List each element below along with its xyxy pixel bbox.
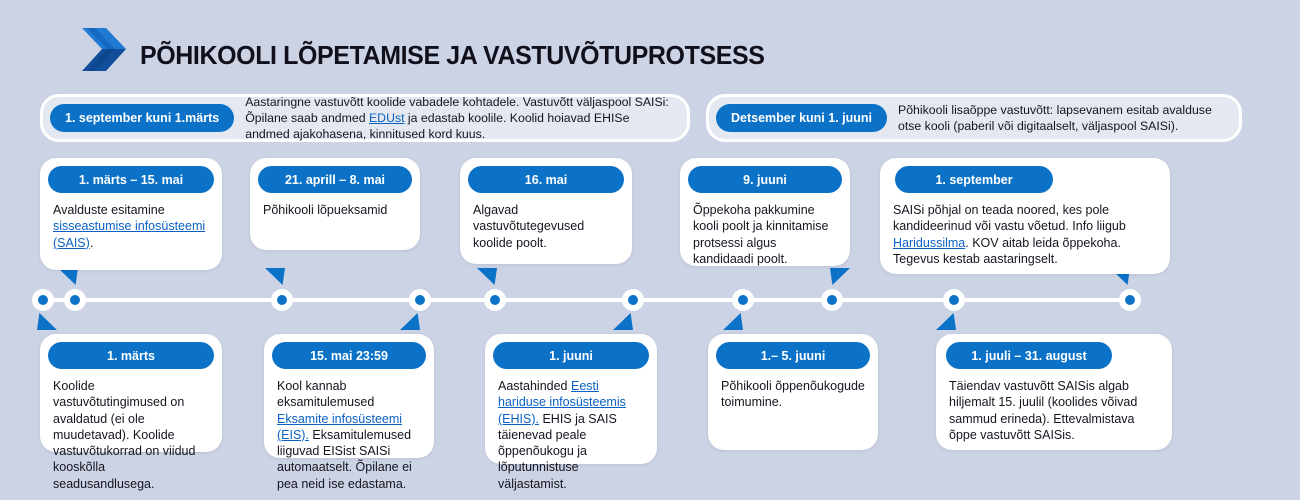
timeline-dot-5 [484, 289, 506, 311]
date-pill: 9. juuni [688, 166, 842, 193]
connector-triangle-down-1 [58, 268, 78, 285]
date-pill: 1. juuli – 31. august [946, 342, 1112, 369]
text-segment: Aastahinded [498, 379, 571, 393]
date-pill: 21. aprill – 8. mai [258, 166, 412, 193]
inline-link[interactable]: EDUst [368, 110, 405, 125]
double-chevron-arrow-icon [78, 26, 128, 73]
date-pill: 1.– 5. juuni [716, 342, 870, 369]
date-pill: 16. mai [468, 166, 624, 193]
text-segment: EHIS ja SAIS täienevad peale õppenõukogu ja lõputunnistuse väljastamist. [498, 411, 617, 491]
date-pill: 15. mai 23:59 [272, 342, 426, 369]
inline-link[interactable]: Eksamite infosüsteemi (EIS). [277, 411, 403, 442]
timeline-dot-10 [1119, 289, 1141, 311]
text-segment: Õppekoha pakkumine kooli poolt ja kinnitamise protsessi algus kandidaadi poolt. [693, 203, 829, 266]
text-segment: Kool kannab eksamitulemused [277, 379, 375, 410]
timeline-dot-8 [821, 289, 843, 311]
connector-triangle-up-3 [613, 313, 633, 330]
timeline-dot-core [38, 295, 48, 305]
text-segment: Põhikooli lisaõppe vastuvõtt: lapsevanem esitab avalduse otse kooli (paberil või digitaalselt, väljaspool SAISi). [898, 102, 1212, 133]
connector-triangle-up-1 [37, 313, 57, 330]
card-text [721, 378, 865, 411]
card-text [53, 202, 209, 251]
timeline-dot-core [738, 295, 748, 305]
bottom-card-4 [708, 334, 878, 450]
timeline-dot-core [628, 295, 638, 305]
timeline-dot-6 [622, 289, 644, 311]
text-segment: Koolide vastuvõtutingimused on avaldatud (ei ole muudetavad). Koolide vastuvõtukorrad on viidud kooskõlla seadusandlusega. [53, 379, 196, 491]
date-pill: 1. märts – 15. mai [48, 166, 214, 193]
card-text [473, 202, 619, 251]
top-card-3 [460, 158, 632, 264]
top-card-4 [680, 158, 850, 266]
timeline-dot-core [277, 295, 287, 305]
timeline-dot-core [70, 295, 80, 305]
top-card-2 [250, 158, 420, 250]
timeline-line [43, 298, 1132, 302]
page-title: PÕHIKOOLI LÕPETAMISE JA VASTUVÕTUPROTSESS [140, 40, 765, 70]
text-segment: . [89, 235, 94, 250]
date-pill: 1. juuni [493, 342, 649, 369]
date-pill: 1. märts [48, 342, 214, 369]
card-text [263, 202, 407, 218]
text-segment: ja edastab koolile. Koolid hoiavad EHISe andmed ajakohasena, kinnitused kord kuus. [245, 110, 630, 142]
timeline-dot-9 [943, 289, 965, 311]
text-segment: . KOV aitab leida õppekoha. Tegevus kestab aastaringselt. [893, 235, 1121, 266]
text-segment: Täiendav vastuvõtt SAISis algab hiljemalt 15. juulil (koolides võivad sammud erineda). Ettevalmistava õppe vastuvõtt SAISis. [949, 379, 1138, 442]
text-segment: Avalduste esitamine [53, 203, 165, 217]
card-text [277, 378, 421, 492]
connector-triangle-down-4 [830, 268, 850, 285]
text-segment: Põhikooli õppenõukogude toimumine. [721, 379, 865, 410]
timeline-dot-core [415, 295, 425, 305]
inline-link[interactable]: sisseastumise infosüsteemi (SAIS) [53, 219, 206, 250]
inline-link[interactable]: Haridussilma [893, 235, 966, 250]
card-text [893, 202, 1157, 267]
timeline-dot-core [827, 295, 837, 305]
banner-year-round-admission [40, 94, 690, 142]
timeline-dot-core [949, 295, 959, 305]
top-card-1 [40, 158, 222, 270]
card-text [53, 378, 209, 492]
timeline-dot-2 [64, 289, 86, 311]
top-card-5 [880, 158, 1170, 274]
inline-link[interactable]: Eesti hariduse infosüsteemis (EHIS). [498, 379, 626, 426]
timeline-dot-1 [32, 289, 54, 311]
banner-text [245, 94, 675, 143]
text-segment: Aastaringne vastuvõtt koolide vabadele kohtadele. Vastuvõtt väljaspool SAISi: Õpilane saab andmed [245, 94, 669, 125]
text-segment: Eksamitulemused liiguvad EISist SAISi automaatselt. Õpilane ei pea neid ise edastama. [277, 427, 412, 491]
card-text [949, 378, 1159, 443]
text-segment: Algavad vastuvõtutegevused koolide poolt. [473, 203, 585, 250]
timeline-dot-core [1125, 295, 1135, 305]
timeline-dot-core [490, 295, 500, 305]
banner-text [898, 102, 1227, 134]
bottom-card-5 [936, 334, 1172, 450]
card-text [498, 378, 644, 492]
text-segment: Põhikooli lõpueksamid [263, 203, 388, 217]
text-segment: SAISi põhjal on teada noored, kes pole kandideerinud või vastu võetud. Info liigub [893, 203, 1126, 234]
banner-date-pill: 1. september kuni 1.märts [50, 104, 234, 132]
connector-triangle-up-4 [723, 313, 743, 330]
connector-triangle-up-5 [936, 313, 956, 330]
banner-date-pill: Detsember kuni 1. juuni [716, 104, 887, 132]
bottom-card-3 [485, 334, 657, 491]
timeline-dot-4 [409, 289, 431, 311]
card-text [693, 202, 837, 267]
banner-supplementary-admission [706, 94, 1242, 142]
connector-triangle-down-3 [477, 268, 497, 285]
timeline-dot-3 [271, 289, 293, 311]
connector-triangle-down-2 [265, 268, 285, 285]
timeline-dot-7 [732, 289, 754, 311]
connector-triangle-up-2 [400, 313, 420, 330]
date-pill: 1. september [895, 166, 1053, 193]
bottom-card-2 [264, 334, 434, 491]
bottom-card-1 [40, 334, 222, 491]
